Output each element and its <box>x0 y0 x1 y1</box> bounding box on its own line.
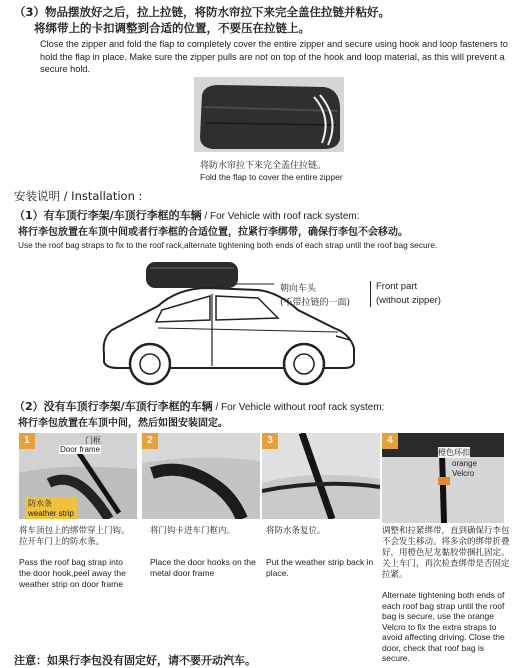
step3-badge: 3 <box>262 433 278 449</box>
step3-photo <box>262 433 380 519</box>
step1-photo <box>19 433 137 519</box>
bag-caption-zh: 将防水帘拉下来完全盖住拉链。 <box>200 161 327 171</box>
step3-zh: 将防水条复位。 <box>266 526 326 536</box>
step3-en: Put the weather strip back in place. <box>266 557 374 578</box>
section3-title: （3）物品摆放好之后，拉上拉链，将防水帘拉下来完全盖住拉链并粘好。 将绑带上的卡扣调整到合适的位置，不要压在拉链上。 <box>14 5 390 35</box>
bag-caption-en: Fold the flap to cover the entire zipper <box>200 172 343 182</box>
installation-title: 安装说明 / Installation : <box>14 189 143 203</box>
car-label-divider <box>370 281 371 307</box>
step2-photo <box>142 433 260 519</box>
step1-label-en-top: Door frame <box>60 445 101 454</box>
step4-photo <box>382 433 504 523</box>
step4-label-zh: 橙色环扣 <box>438 448 470 457</box>
step2-en: Place the door hooks on the metal door frame <box>150 557 256 578</box>
step1-zh: 将车顶包上的绑带穿上门钩。拉开车门上的防水条。 <box>19 526 130 547</box>
section1-title-zh: （1）有车顶行李架/车顶行李框的车辆 <box>14 209 202 222</box>
step1-label-en-bottom: weather strip <box>28 509 74 518</box>
roof-bag-shape <box>146 262 238 288</box>
step1-label-zh-bottom: 防水条 <box>28 499 52 508</box>
section3-english: Close the zipper and fold the flap to completely cover the entire zipper and secure using hook and loop fasteners to hold the flap in place. Make sure the zipper pulls are not on top of the hook and loop material, as this will prevent a secure hold. <box>40 39 508 74</box>
section1-en: Use the roof bag straps to fix to the roof rack,alternate tightening both ends of each strap until the roof bag secure. <box>18 240 438 250</box>
section1-title-en: / For Vehicle with roof rack system: <box>201 211 360 222</box>
bag-flap-photo <box>194 77 344 152</box>
step1-strip-label <box>25 497 77 519</box>
step2-zh: 将门钩卡进车门框内。 <box>150 526 236 536</box>
step2-badge: 2 <box>142 433 158 449</box>
step4-label-en1: orange <box>452 459 477 468</box>
step4-label-en2: Velcro <box>452 469 475 478</box>
step1-label-zh-top: 门框 <box>85 436 101 445</box>
step4-en: Alternate tightening both ends of each roof bag strap until the roof bag is secure, use the orange Velcro to fix the extra straps to avoid affecting driving. Close the door, check that roof bag is secure. <box>382 590 505 663</box>
section2-title-zh: （2）没有车顶行李架/车顶行李框的车辆 <box>14 400 213 413</box>
front-arrow <box>236 275 276 287</box>
step1-badge: 1 <box>19 433 35 449</box>
car-illustration <box>98 258 368 388</box>
step1-en: Pass the roof bag strap into the door hook,peel away the weather strip on door frame <box>19 557 126 589</box>
safety-note: 注意：如果行李包没有固定好，请不要开动汽车。 <box>14 654 256 667</box>
car-label-en2: (without zipper) <box>376 295 441 306</box>
car-label-zh1: 朝向车头 <box>280 284 317 294</box>
section1-heading <box>14 207 360 223</box>
section2-heading <box>14 398 384 414</box>
step4-badge: 4 <box>382 433 398 449</box>
section1-zh: 将行李包放置在车顶中间或者行李框的合适位置，拉紧行李绑带，确保行李包不会移动。 <box>18 227 408 238</box>
car-label-zh2: (不带拉链的一面) <box>280 298 351 308</box>
car-label-en1: Front part <box>376 281 418 292</box>
section2-title-en: / For Vehicle without roof rack system: <box>212 402 385 413</box>
step4-zh: 调整和拉紧绑带，直到确保行李包不会发生移动。将多余的绑带折叠好，用橙色尼龙黏胶带捆扎固定。关上车门，再次检查绑带是否固定拉紧。 <box>382 526 510 580</box>
section2-zh: 将行李包放置在车顶中间，然后如图安装固定。 <box>18 418 228 429</box>
